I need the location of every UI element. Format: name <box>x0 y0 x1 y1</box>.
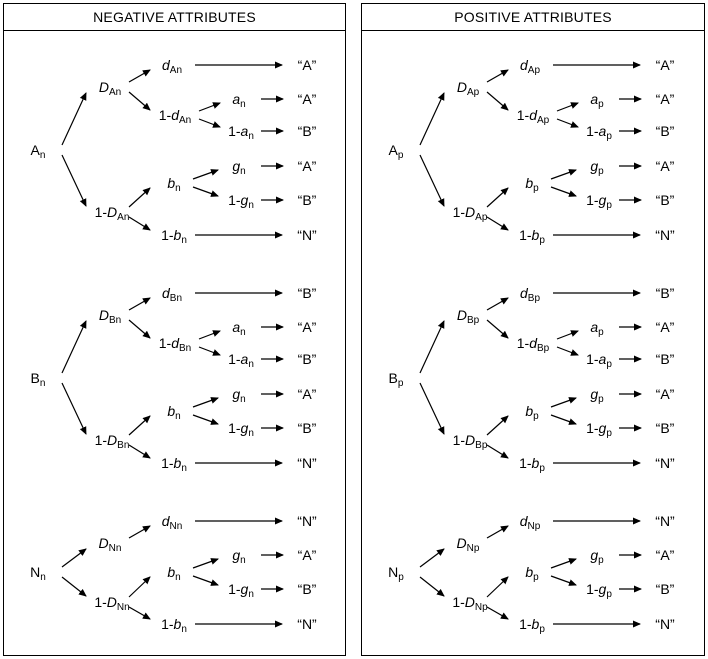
root-to-1-D-arrow <box>420 577 444 596</box>
one-minus-b-node-label: $1-b_p$ <box>519 455 545 474</box>
D-to-d-arrow <box>487 70 508 82</box>
b-node-label: $b_n$ <box>167 564 181 583</box>
g-node-label: $g_n$ <box>232 386 246 405</box>
one-minus-g-node-label: $1-g_n$ <box>228 581 254 600</box>
outcome-label: “B” <box>655 420 675 436</box>
outcome-label: “B” <box>297 581 317 597</box>
root-to-D-arrow <box>62 549 86 567</box>
a-node-label: $a_n$ <box>232 319 246 338</box>
one-minus-d-node-label: $1-d_{An}$ <box>158 107 192 126</box>
one-minus-d-node-label: $1-d_{Bn}$ <box>158 335 192 354</box>
root-to-D-arrow <box>62 321 86 373</box>
outcome-label: “A” <box>655 547 675 563</box>
one-minus-a-node-label: $1-a_n$ <box>228 123 254 142</box>
outcome-label: “A” <box>297 91 317 107</box>
D-to-d-arrow <box>487 298 508 310</box>
to-1-g-arrow <box>193 187 218 196</box>
to-g-arrow <box>551 398 576 407</box>
one-minus-b-node-label: $1-b_n$ <box>161 227 187 246</box>
to-b-arrow <box>487 577 508 597</box>
D-node-label: $D_{An}$ <box>98 79 122 98</box>
d-node-label: $d_{Nn}$ <box>161 513 183 532</box>
one-minus-g-node-label: $1-g_n$ <box>228 420 254 439</box>
D-to-d-arrow <box>129 298 150 310</box>
root-to-1-D-arrow <box>420 155 444 206</box>
D-to-1-d-arrow <box>487 92 508 110</box>
outcome-label: “A” <box>297 158 317 174</box>
root-to-D-arrow <box>420 549 444 567</box>
outcome-label: “B” <box>655 285 675 301</box>
to-b-arrow <box>487 188 508 207</box>
D-to-1-d-arrow <box>487 320 508 338</box>
to-b-arrow <box>129 188 150 207</box>
to-1-b-arrow <box>487 607 508 619</box>
D-node-label: $D_{Ap}$ <box>456 79 480 98</box>
outcome-label: “B” <box>297 285 317 301</box>
outcome-label: “A” <box>655 91 675 107</box>
D-node-label: $D_{Nn}$ <box>98 535 122 554</box>
g-node-label: $g_n$ <box>232 547 246 566</box>
to-1-b-arrow <box>487 445 508 458</box>
D-node-label: $D_{Bp}$ <box>456 307 480 326</box>
to-a-arrow <box>199 331 220 339</box>
outcome-label: “B” <box>655 123 675 139</box>
root-to-1-D-arrow <box>62 577 86 596</box>
one-minus-a-node-label: $1-a_n$ <box>228 351 254 370</box>
outcome-label: “B” <box>297 420 317 436</box>
one-minus-a-node-label: $1-a_p$ <box>586 123 612 142</box>
to-1-g-arrow <box>193 576 218 585</box>
one-minus-D-node-label: $1-D_{Np}$ <box>452 594 488 613</box>
to-1-a-arrow <box>557 119 578 127</box>
outcome-label: “N” <box>297 616 317 632</box>
outcome-label: “A” <box>655 319 675 335</box>
b-node-label: $b_n$ <box>167 403 181 422</box>
outcome-label: “N” <box>297 455 317 471</box>
g-node-label: $g_p$ <box>590 386 604 405</box>
to-b-arrow <box>487 416 508 435</box>
b-node-label: $b_p$ <box>525 175 539 194</box>
to-1-b-arrow <box>129 445 150 458</box>
outcome-label: “B” <box>655 351 675 367</box>
D-node-label: $D_{Bn}$ <box>98 307 122 326</box>
outcome-label: “N” <box>297 227 317 243</box>
outcome-label: “N” <box>655 227 675 243</box>
to-g-arrow <box>551 559 576 568</box>
to-1-b-arrow <box>129 607 150 619</box>
one-minus-b-node-label: $1-b_n$ <box>161 616 187 635</box>
to-1-a-arrow <box>557 347 578 355</box>
to-a-arrow <box>557 331 578 339</box>
root-node-label: $A_n$ <box>30 142 46 161</box>
d-node-label: $d_{Bn}$ <box>161 285 183 304</box>
one-minus-D-node-label: $1-D_{Bn}$ <box>94 432 130 451</box>
a-node-label: $a_p$ <box>590 91 604 110</box>
one-minus-D-node-label: $1-D_{Ap}$ <box>452 204 488 223</box>
a-node-label: $a_n$ <box>232 91 246 110</box>
root-to-1-D-arrow <box>62 383 86 434</box>
root-to-D-arrow <box>62 93 86 145</box>
one-minus-d-node-label: $1-d_{Ap}$ <box>516 107 550 126</box>
to-1-b-arrow <box>487 217 508 230</box>
root-to-1-D-arrow <box>62 155 86 206</box>
outcome-label: “A” <box>297 386 317 402</box>
outcome-label: “N” <box>655 455 675 471</box>
to-1-g-arrow <box>551 576 576 585</box>
to-a-arrow <box>199 103 220 111</box>
root-node-label: $B_p$ <box>388 370 404 389</box>
root-node-label: $A_p$ <box>388 142 404 161</box>
b-node-label: $b_n$ <box>167 175 181 194</box>
to-1-b-arrow <box>129 217 150 230</box>
outcome-label: “A” <box>655 57 675 73</box>
to-a-arrow <box>557 103 578 111</box>
outcome-label: “B” <box>297 123 317 139</box>
D-to-d-arrow <box>129 70 150 82</box>
to-1-g-arrow <box>551 415 576 424</box>
g-node-label: $g_p$ <box>590 158 604 177</box>
a-node-label: $a_p$ <box>590 319 604 338</box>
root-node-label: $N_p$ <box>388 564 404 583</box>
d-node-label: $d_{Bp}$ <box>519 285 541 304</box>
root-to-D-arrow <box>420 321 444 373</box>
outcome-label: “A” <box>655 158 675 174</box>
to-1-g-arrow <box>551 187 576 196</box>
outcome-label: “A” <box>297 319 317 335</box>
to-1-a-arrow <box>199 347 220 355</box>
root-node-label: $N_n$ <box>30 564 46 583</box>
root-to-D-arrow <box>420 93 444 145</box>
to-g-arrow <box>551 170 576 179</box>
b-node-label: $b_p$ <box>525 403 539 422</box>
one-minus-D-node-label: $1-D_{An}$ <box>94 204 130 223</box>
outcome-label: “B” <box>655 192 675 208</box>
outcome-label: “N” <box>655 513 675 529</box>
d-node-label: $d_{An}$ <box>161 57 183 76</box>
root-node-label: $B_n$ <box>30 370 46 389</box>
d-node-label: $d_{Np}$ <box>519 513 541 532</box>
to-g-arrow <box>193 559 218 568</box>
to-1-g-arrow <box>193 415 218 424</box>
outcome-label: “A” <box>297 57 317 73</box>
panel-title: NEGATIVE ATTRIBUTES <box>4 4 345 31</box>
to-b-arrow <box>129 416 150 435</box>
outcome-label: “B” <box>297 351 317 367</box>
one-minus-D-node-label: $1-D_{Bp}$ <box>452 432 488 451</box>
d-node-label: $d_{Ap}$ <box>519 57 541 76</box>
outcome-label: “N” <box>655 616 675 632</box>
one-minus-b-node-label: $1-b_n$ <box>161 455 187 474</box>
one-minus-g-node-label: $1-g_p$ <box>586 192 612 211</box>
root-to-1-D-arrow <box>420 383 444 434</box>
to-b-arrow <box>129 577 150 597</box>
D-to-d-arrow <box>487 526 508 538</box>
to-g-arrow <box>193 170 218 179</box>
outcome-label: “A” <box>655 386 675 402</box>
g-node-label: $g_p$ <box>590 547 604 566</box>
to-1-a-arrow <box>199 119 220 127</box>
one-minus-b-node-label: $1-b_p$ <box>519 616 545 635</box>
g-node-label: $g_n$ <box>232 158 246 177</box>
D-to-d-arrow <box>129 526 150 538</box>
one-minus-D-node-label: $1-D_{Nn}$ <box>94 594 130 613</box>
outcome-label: “B” <box>655 581 675 597</box>
one-minus-g-node-label: $1-g_n$ <box>228 192 254 211</box>
one-minus-a-node-label: $1-a_p$ <box>586 351 612 370</box>
one-minus-d-node-label: $1-d_{Bp}$ <box>516 335 550 354</box>
D-to-1-d-arrow <box>129 92 150 110</box>
outcome-label: “B” <box>297 192 317 208</box>
D-node-label: $D_{Np}$ <box>456 535 480 554</box>
one-minus-b-node-label: $1-b_p$ <box>519 227 545 246</box>
outcome-label: “N” <box>297 513 317 529</box>
outcome-label: “A” <box>297 547 317 563</box>
b-node-label: $b_p$ <box>525 564 539 583</box>
D-to-1-d-arrow <box>129 320 150 338</box>
to-g-arrow <box>193 398 218 407</box>
one-minus-g-node-label: $1-g_p$ <box>586 420 612 439</box>
panel-title: POSITIVE ATTRIBUTES <box>362 4 704 31</box>
one-minus-g-node-label: $1-g_p$ <box>586 581 612 600</box>
